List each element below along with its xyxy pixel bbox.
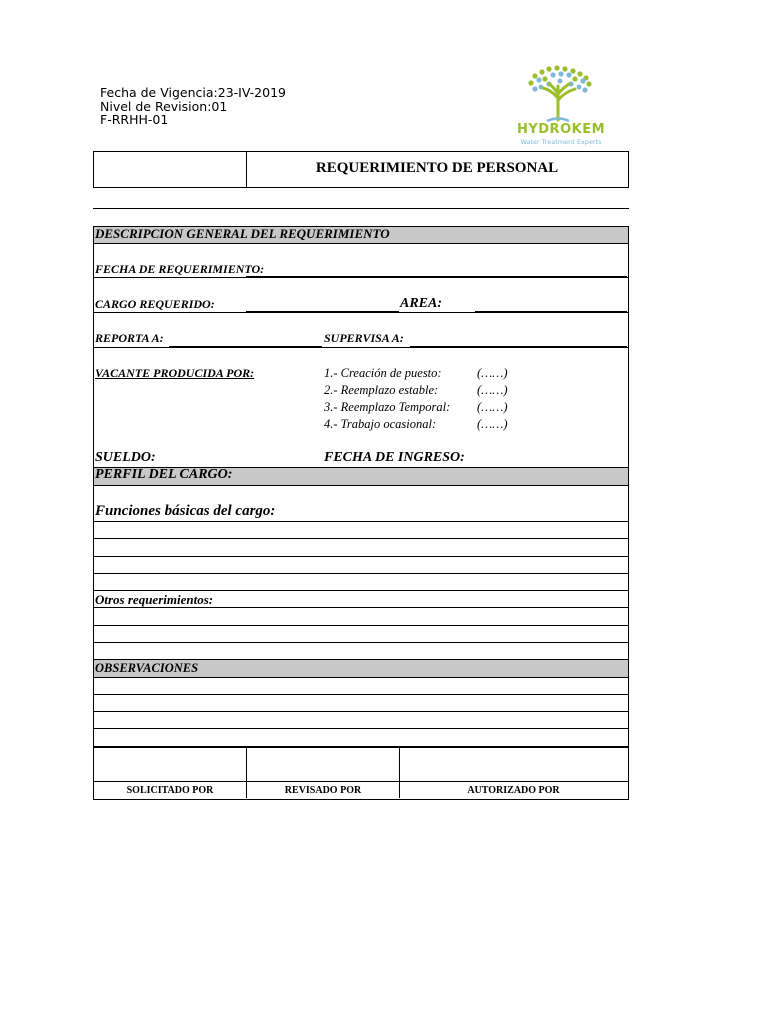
supervisa-a-field[interactable] xyxy=(410,346,627,347)
supervisa-a-label: SUPERVISA A: xyxy=(324,331,404,345)
vacante-option-checkbox[interactable]: (……) xyxy=(477,366,508,380)
funciones-label: Funciones básicas del cargo: xyxy=(95,503,276,519)
funciones-line[interactable] xyxy=(93,573,629,574)
page-title: REQUERIMIENTO DE PERSONAL xyxy=(315,160,559,176)
logo-tagline: Water Treatment Experts xyxy=(520,138,602,146)
fecha-requerimiento-label: FECHA DE REQUERIMIENTO: xyxy=(95,262,265,276)
autorizado-signature-field[interactable] xyxy=(400,746,627,781)
vacante-label: VACANTE PRODUCIDA POR: xyxy=(95,366,255,380)
solicitado-label: SOLICITADO POR xyxy=(126,785,214,796)
row-line xyxy=(93,347,629,348)
fecha-requerimiento-field[interactable] xyxy=(246,276,627,277)
vacante-option-checkbox[interactable]: (……) xyxy=(477,400,508,414)
otros-line[interactable] xyxy=(93,607,629,608)
general-section-title: DESCRIPCION GENERAL DEL REQUERIMIENTO xyxy=(95,226,390,241)
form-code: F-RRHH-01 xyxy=(100,112,169,127)
vacante-option-label: 4.- Trabajo ocasional: xyxy=(324,417,437,431)
vacante-option-checkbox[interactable]: (……) xyxy=(477,383,508,397)
vacante-option-label: 2.- Reemplazo estable: xyxy=(324,383,439,397)
fecha-vigencia: Fecha de Vigencia:23-IV-2019 xyxy=(100,85,286,100)
vacante-option-checkbox[interactable]: (……) xyxy=(477,417,508,431)
otros-line[interactable] xyxy=(93,642,629,643)
fecha-ingreso-label: FECHA DE INGRESO: xyxy=(324,450,465,465)
observaciones-line[interactable] xyxy=(93,694,629,695)
nivel-revision: Nivel de Revision:01 xyxy=(100,99,228,114)
otros-line[interactable] xyxy=(93,625,629,626)
autorizado-label: AUTORIZADO POR xyxy=(467,785,560,796)
revisado-signature-field[interactable] xyxy=(247,746,399,781)
otros-requerimientos-label: Otros requerimientos: xyxy=(95,592,214,607)
vacante-option-label: 1.- Creación de puesto: xyxy=(324,366,442,380)
observaciones-section-title: OBSERVACIONES xyxy=(95,661,199,675)
area-field[interactable] xyxy=(475,311,627,312)
observaciones-line[interactable] xyxy=(93,728,629,729)
signature-line xyxy=(93,781,629,782)
funciones-line[interactable] xyxy=(93,538,629,539)
vacante-option-label: 3.- Reemplazo Temporal: xyxy=(324,400,451,414)
cargo-requerido-field[interactable] xyxy=(246,311,399,312)
funciones-line[interactable] xyxy=(93,590,629,591)
solicitado-signature-field[interactable] xyxy=(94,746,246,781)
funciones-line[interactable] xyxy=(93,556,629,557)
sueldo-label: SUELDO: xyxy=(95,450,156,465)
funciones-line[interactable] xyxy=(93,521,629,522)
row-line xyxy=(93,277,629,278)
separator-line xyxy=(93,208,629,209)
tree-logo-icon xyxy=(515,64,607,124)
row-line xyxy=(93,312,629,313)
revisado-label: REVISADO POR xyxy=(284,785,362,796)
company-logo xyxy=(515,64,607,150)
area-label: AREA: xyxy=(400,296,443,311)
perfil-section-title: PERFIL DEL CARGO: xyxy=(95,467,233,482)
cargo-requerido-label: CARGO REQUERIDO: xyxy=(95,297,215,311)
reporta-a-label: REPORTA A: xyxy=(95,331,164,345)
reporta-a-field[interactable] xyxy=(169,346,322,347)
logo-name: HYDROKEM xyxy=(516,122,606,137)
observaciones-line[interactable] xyxy=(93,711,629,712)
